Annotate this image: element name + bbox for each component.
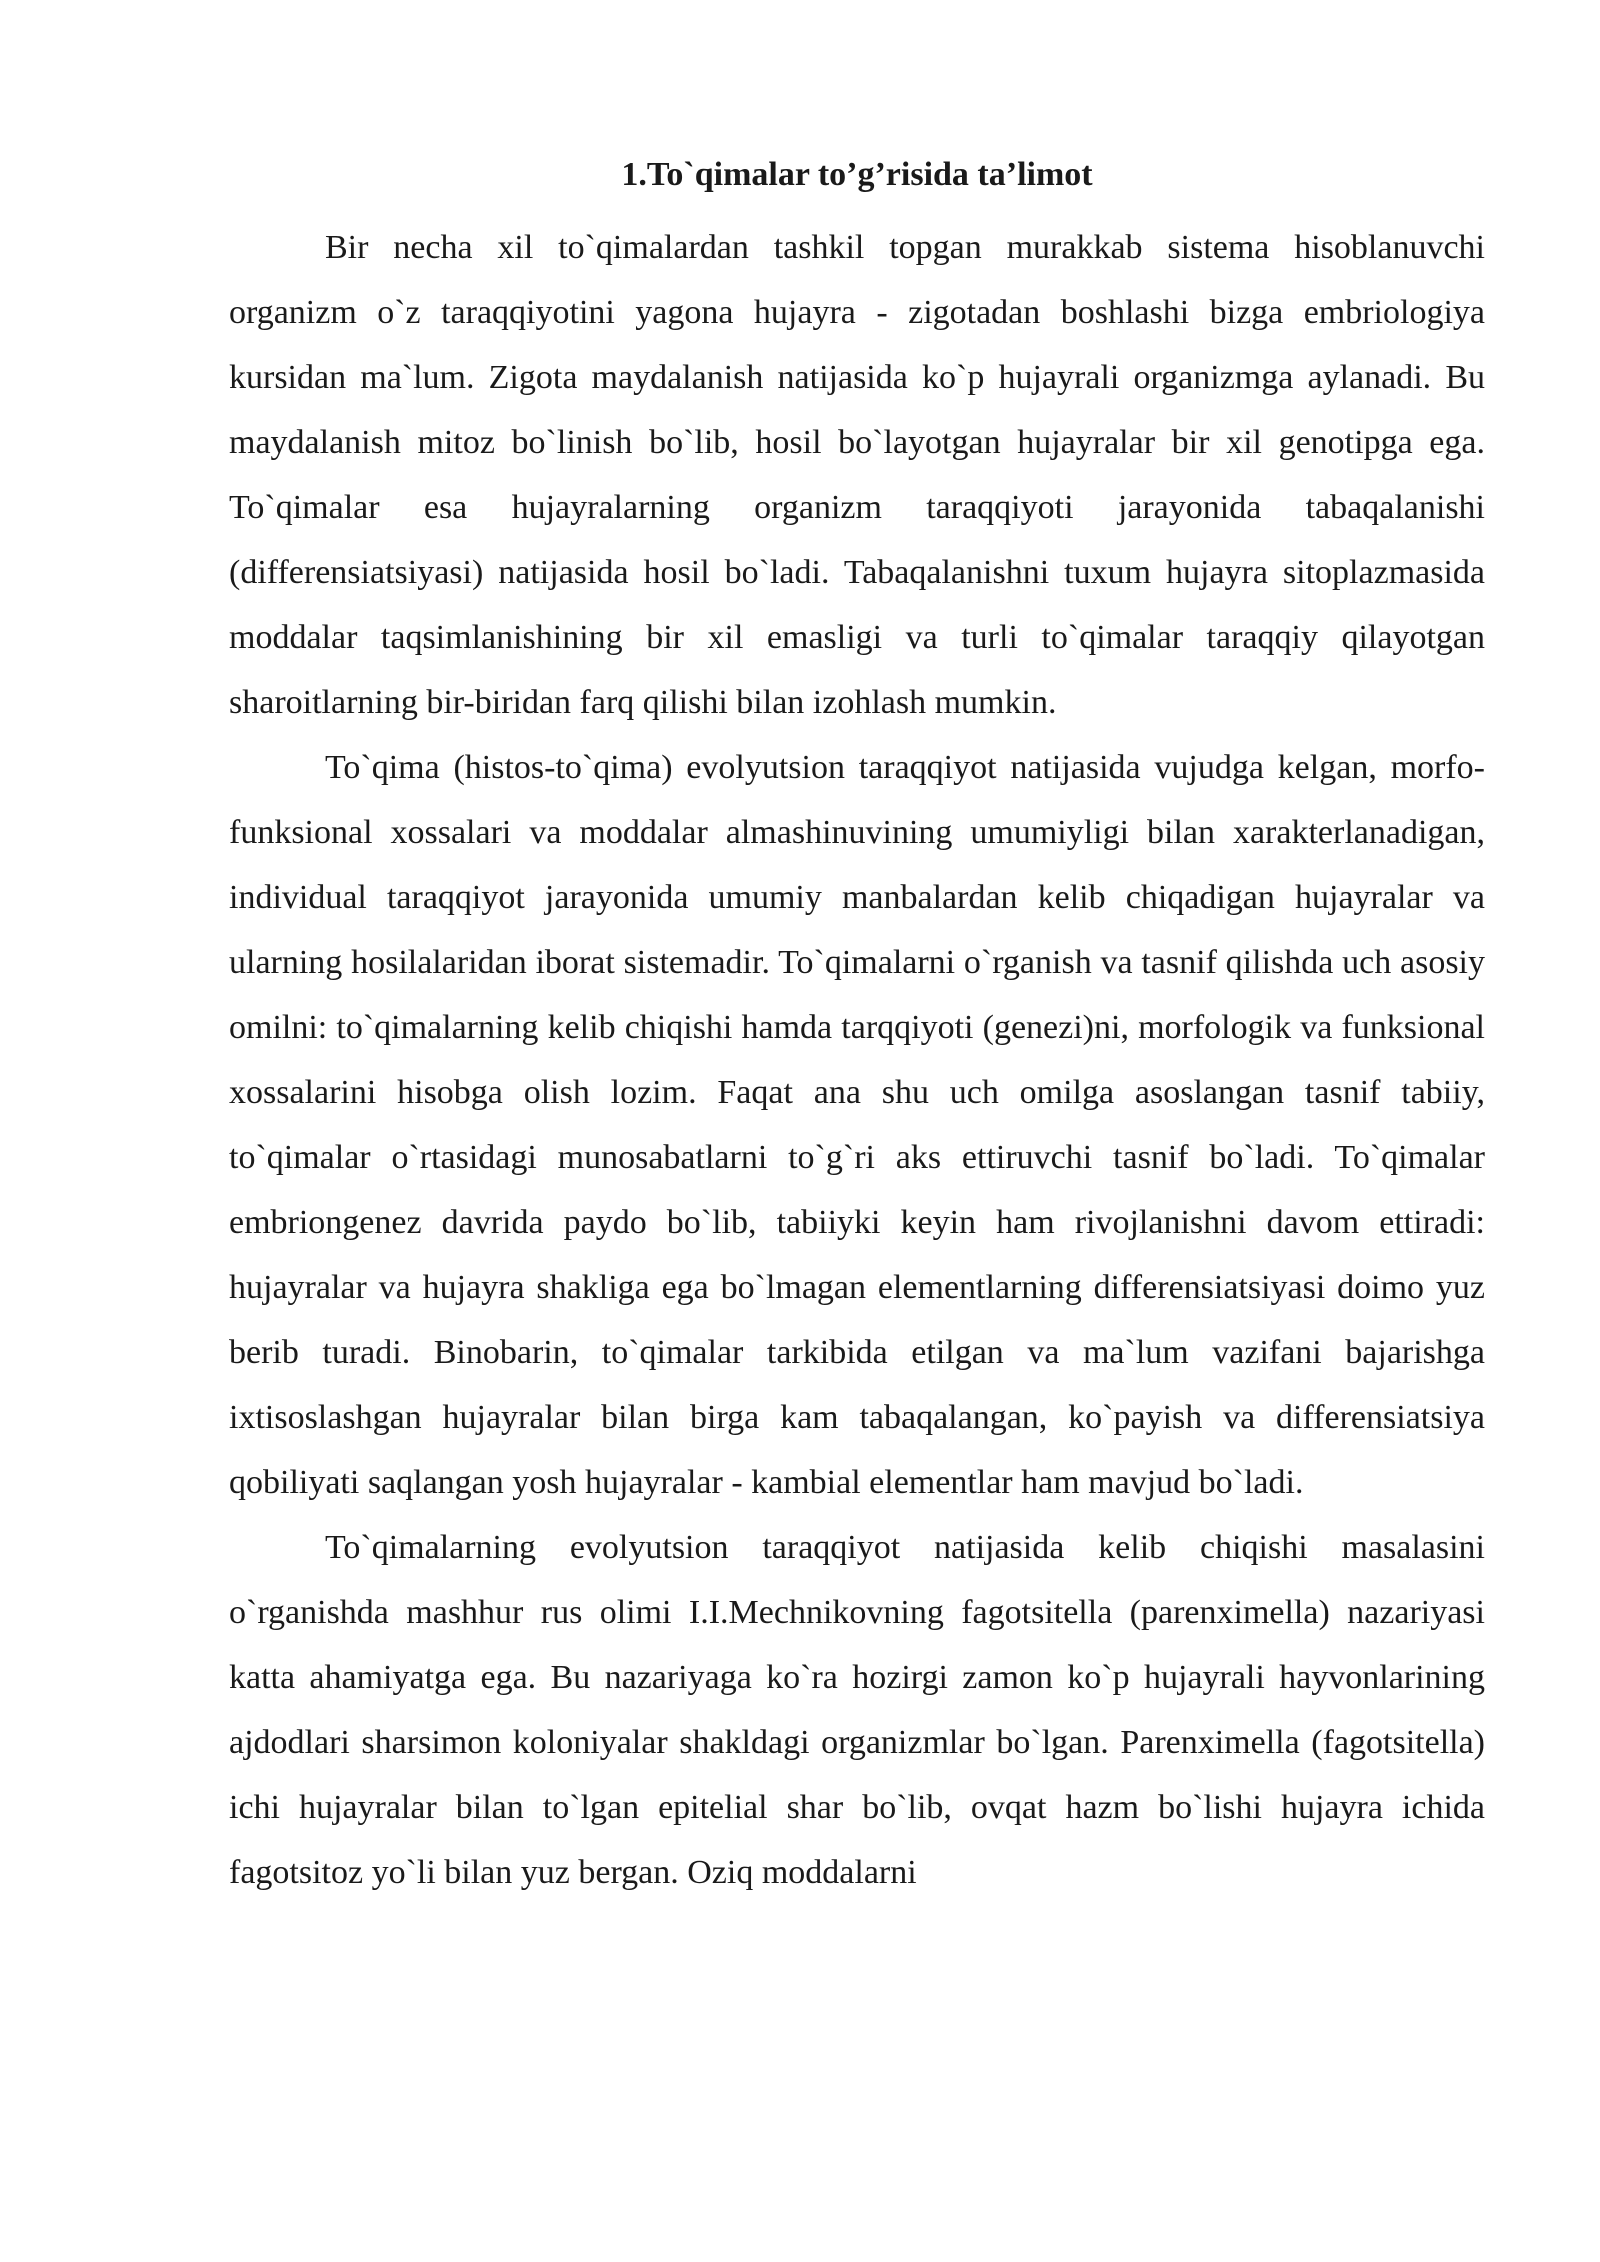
document-body bbox=[229, 145, 1485, 1905]
paragraph-3: To`qimalarning evolyutsion taraqqiyot natijasida kelib chiqishi masalasini o`rganishda mashhur rus olimi I.I.Mechnikovning fagotsitella (parenximella) nazariyasi katta ahamiyatga ega. Bu nazariyaga ko`ra hozirgi zamon ko`p hujayrali hayvonlarining ajdodlari sharsimon koloniyalar shakldagi organizmlar bo`lgan. Parenximella (fagotsitella) ichi hujayralar bilan to`lgan epitelial shar bo`lib, ovqat hazm bo`lishi hujayra ichida fagotsitoz yo`li bilan yuz bergan. Oziq moddalarni bbox=[229, 1529, 1485, 1891]
paragraph-2: To`qima (histos-to`qima) evolyutsion taraqqiyot natijasida vujudga kelgan, morfo-funksional xossalari va moddalar almashinuvining umumiyligi bilan xarakterlanadigan, individual taraqqiyot jarayonida umumiy manbalardan kelib chiqadigan hujayralar va ularning hosilalaridan iborat sistemadir. To`qimalarni o`rganish va tasnif qilishda uch asosiy omilni: to`qimalarning kelib chiqishi hamda tarqqiyoti (genezi)ni, morfologik va funksional xossalarini hisobga olish lozim. Faqat ana shu uch omilga asoslangan tasnif tabiiy, to`qimalar o`rtasidagi munosabatlarni to`g`ri aks ettiruvchi tasnif bo`ladi. To`qimalar embriongenez davrida paydo bo`lib, tabiiyki keyin ham rivojlanishni davom ettiradi: hujayralar va hujayra shakliga ega bo`lmagan elementlarning differensiatsiyasi doimo yuz berib turadi. Binobarin, to`qimalar tarkibida etilgan va ma`lum vazifani bajarishga ixtisoslashgan hujayralar bilan birga kam tabaqalangan, ko`payish va differensiatsiya qobiliyati saqlangan yosh hujayralar - kambial elementlar ham mavjud bo`ladi. bbox=[229, 749, 1485, 1501]
page-title: 1.To`qimalar to’g’risida ta’limot bbox=[621, 156, 1093, 193]
paragraph-1: Bir necha xil to`qimalardan tashkil topgan murakkab sistema hisoblanuvchi organizm o`z taraqqiyotini yagona hujayra - zigotadan boshlashi bizga embriologiya kursidan ma`lum. Zigota maydalanish natijasida ko`p hujayrali organizmga aylanadi. Bu maydalanish mitoz bo`linish bo`lib, hosil bo`layotgan hujayralar bir xil genotipga ega. To`qimalar esa hujayralarning organizm taraqqiyoti jarayonida tabaqalanishi (differensiatsiyasi) natijasida hosil bo`ladi. Tabaqalanishni tuxum hujayra sitoplazmasida moddalar taqsimlanishining bir xil emasligi va turli to`qimalar taraqqiy qilayotgan sharoitlarning bir-biridan farq qilishi bilan izohlash mumkin. bbox=[229, 229, 1485, 721]
